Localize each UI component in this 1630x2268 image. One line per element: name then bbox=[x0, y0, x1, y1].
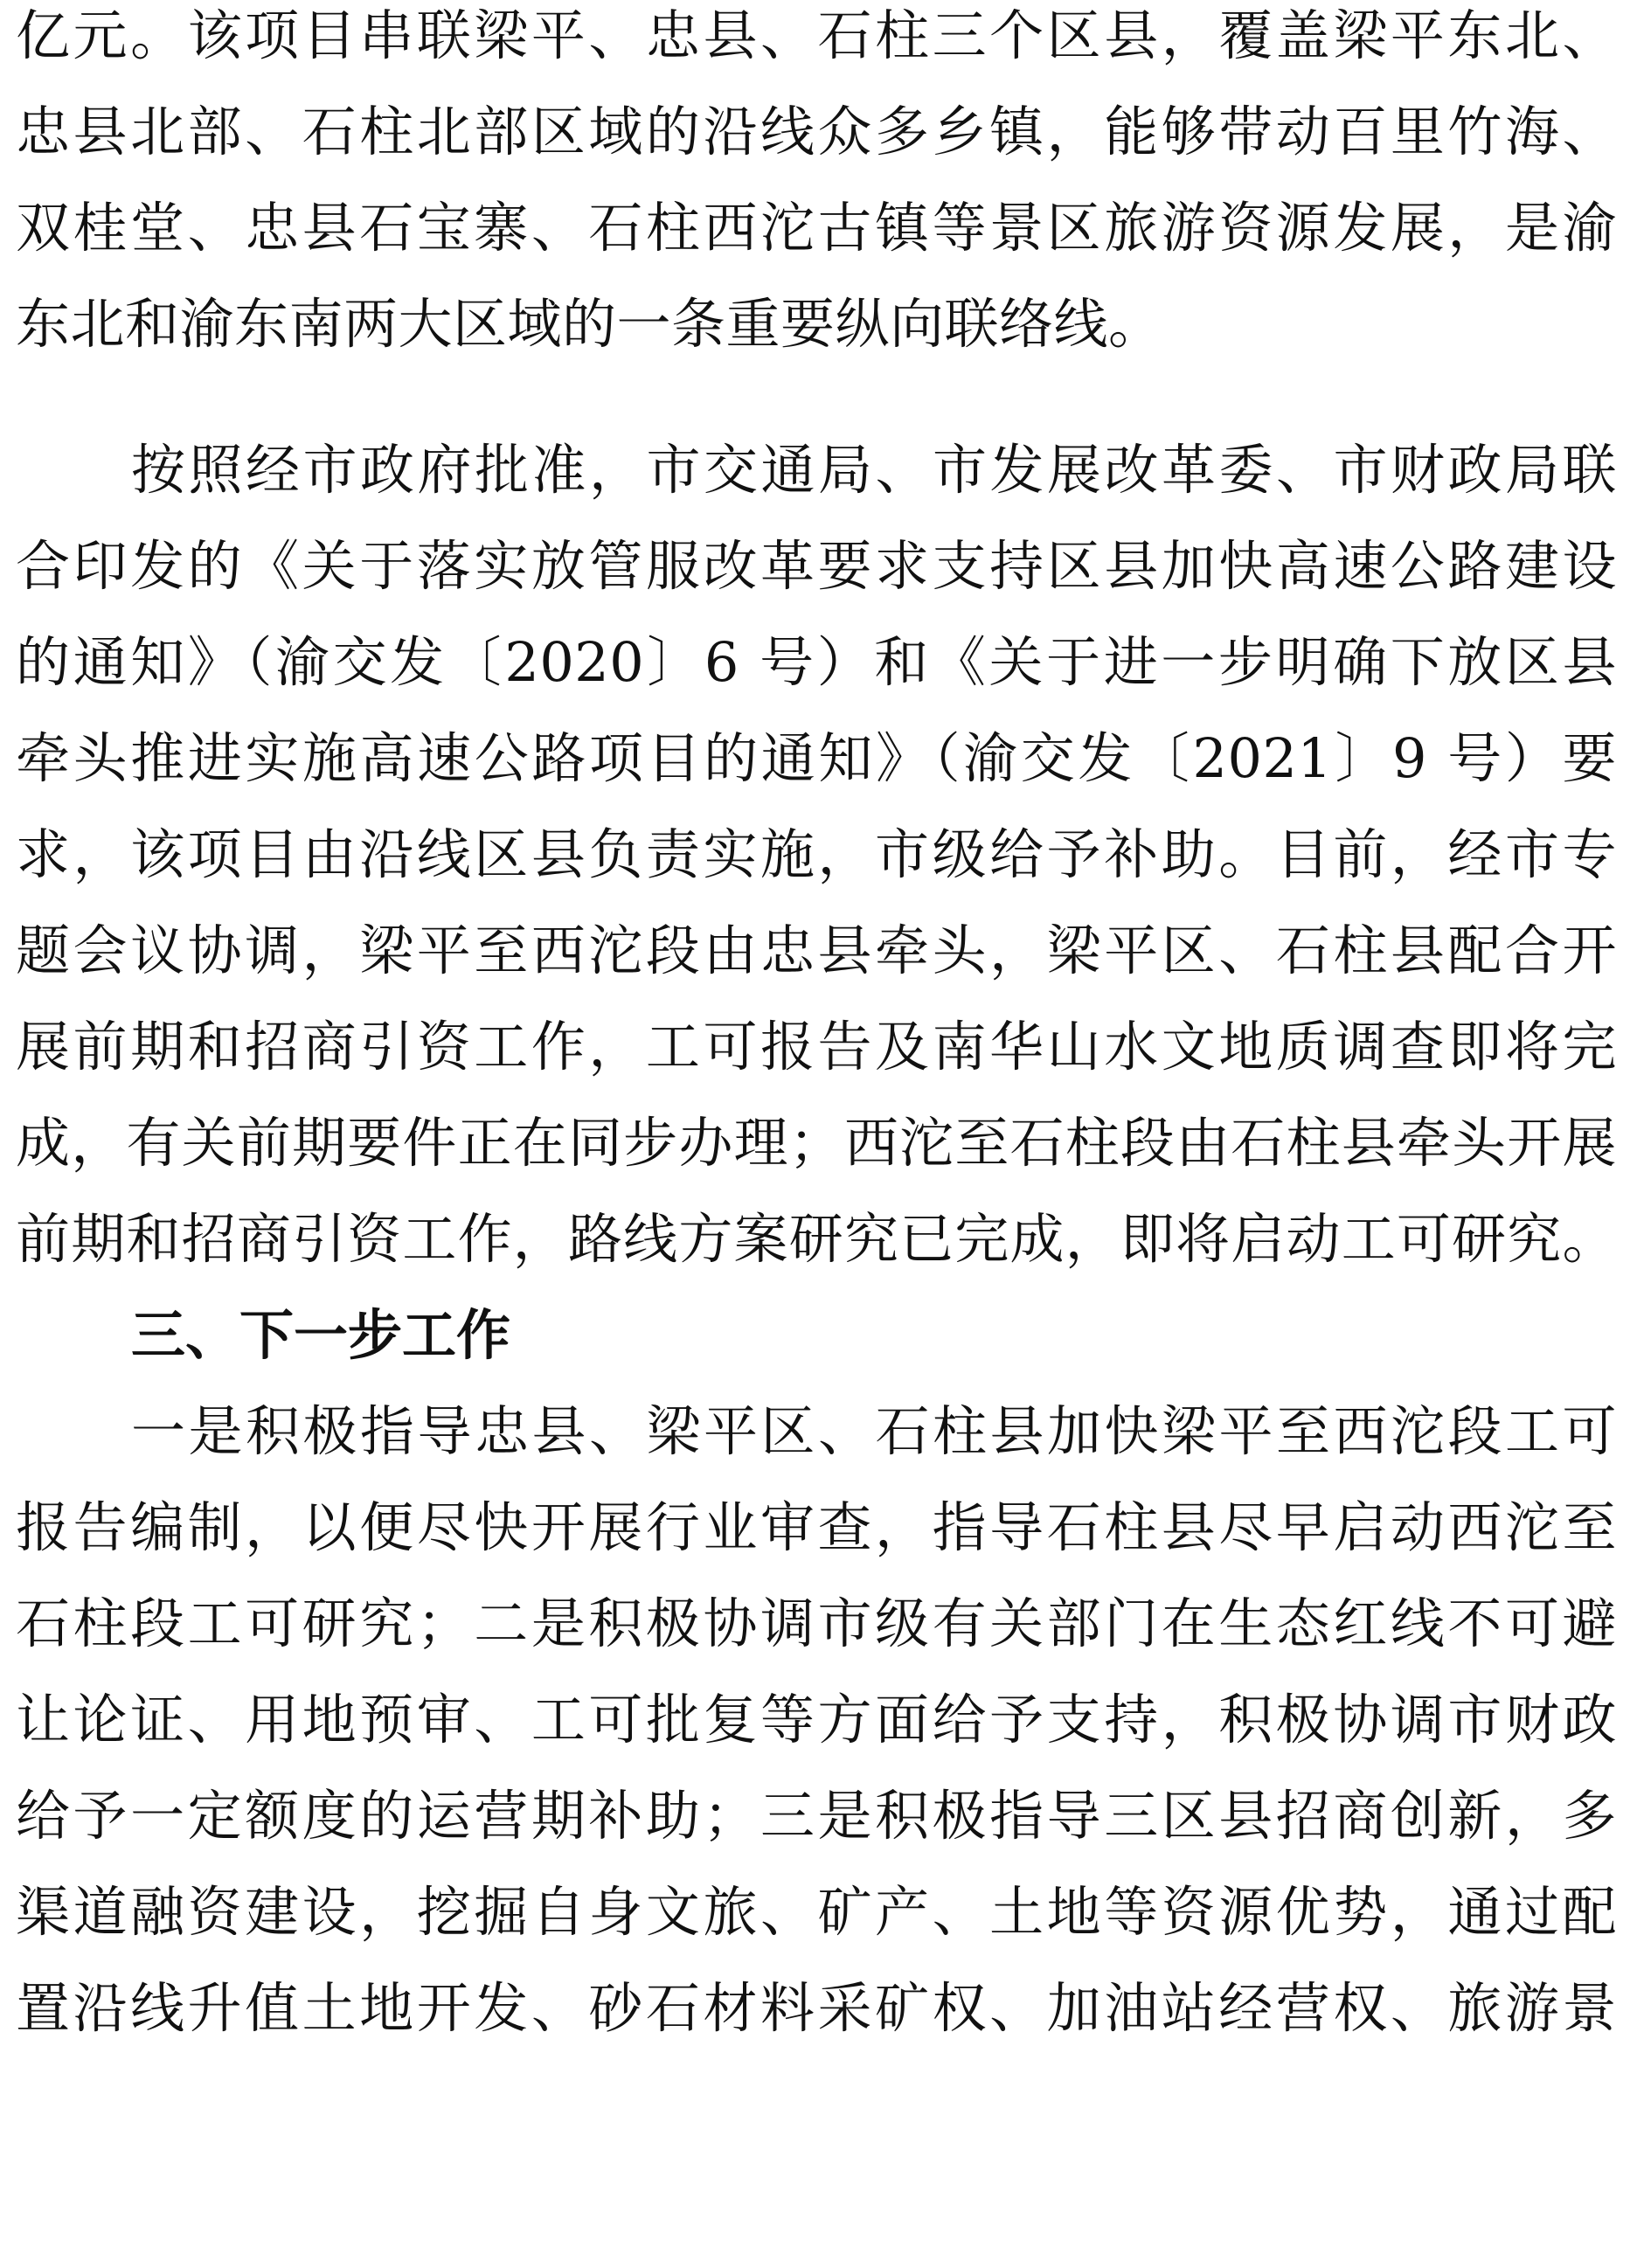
paragraph-1-line-1: 亿元。该项目串联梁平、忠县、石柱三个区县，覆盖梁平东北、 bbox=[16, 3, 1617, 67]
paragraph-1-line-2: 忠县北部、石柱北部区域的沿线众多乡镇，能够带动百里竹海、 bbox=[16, 100, 1617, 163]
paragraph-2-line-4: 牵头推进实施高速公路项目的通知》（渝交发〔2021〕9 号）要 bbox=[16, 726, 1617, 790]
paragraph-3-line-1: 一是积极指导忠县、梁平区、石柱县加快梁平至西沱段工可 bbox=[131, 1399, 1617, 1463]
paragraph-3-line-7: 置沿线升值土地开发、砂石材料采矿权、加油站经营权、旅游景 bbox=[16, 1976, 1617, 2040]
paragraph-2-line-9: 前期和招商引资工作，路线方案研究已完成，即将启动工可研究。 bbox=[16, 1207, 1617, 1271]
paragraph-2-line-8: 成，有关前期要件正在同步办理；西沱至石柱段由石柱县牵头开展 bbox=[16, 1111, 1617, 1175]
paragraph-1-line-4: 东北和渝东南两大区域的一条重要纵向联络线。 bbox=[16, 292, 1163, 356]
paragraph-3-line-4: 让论证、用地预审、工可批复等方面给予支持，积极协调市财政 bbox=[16, 1688, 1617, 1751]
paragraph-1-line-3: 双桂堂、忠县石宝寨、石柱西沱古镇等景区旅游资源发展，是渝 bbox=[16, 196, 1617, 260]
paragraph-3-line-5: 给予一定额度的运营期补助；三是积极指导三区县招商创新，多 bbox=[16, 1784, 1617, 1848]
paragraph-2-line-2: 合印发的《关于落实放管服改革要求支持区县加快高速公路建设 bbox=[16, 534, 1617, 598]
paragraph-3-line-2: 报告编制，以便尽快开展行业审查，指导石柱县尽早启动西沱至 bbox=[16, 1495, 1617, 1559]
paragraph-2-line-7: 展前期和招商引资工作，工可报告及南华山水文地质调查即将完 bbox=[16, 1015, 1617, 1079]
paragraph-2-line-3: 的通知》（渝交发〔2020〕6 号）和《关于进一步明确下放区县 bbox=[16, 630, 1617, 694]
paragraph-2-line-6: 题会议协调，梁平至西沱段由忠县牵头，梁平区、石柱县配合开 bbox=[16, 919, 1617, 982]
paragraph-3-line-6: 渠道融资建设，挖掘自身文旅、矿产、土地等资源优势，通过配 bbox=[16, 1880, 1617, 1944]
paragraph-2-line-1: 按照经市政府批准，市交通局、市发展改革委、市财政局联 bbox=[131, 438, 1617, 502]
section-heading: 三、下一步工作 bbox=[131, 1303, 511, 1367]
paragraph-2-line-5: 求，该项目由沿线区县负责实施，市级给予补助。目前，经市专 bbox=[16, 822, 1617, 886]
paragraph-3-line-3: 石柱段工可研究；二是积极协调市级有关部门在生态红线不可避 bbox=[16, 1592, 1617, 1655]
